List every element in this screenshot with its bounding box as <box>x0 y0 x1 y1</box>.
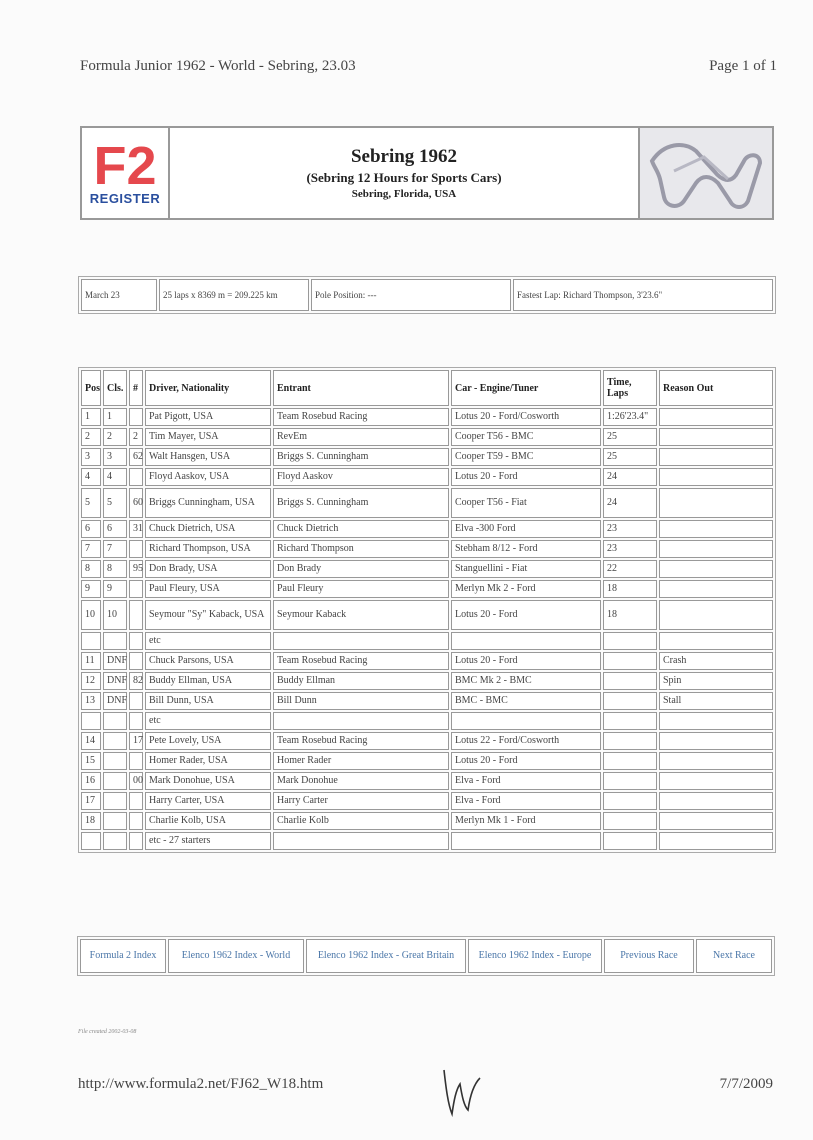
cell-pos: 9 <box>81 580 101 598</box>
cell-class: 7 <box>103 540 127 558</box>
cell-class: DNF <box>103 652 127 670</box>
cell-class <box>103 772 127 790</box>
cell-reason <box>659 792 773 810</box>
cell-time: 24 <box>603 488 657 518</box>
cell-class: 8 <box>103 560 127 578</box>
navigation-links <box>77 936 775 976</box>
cell-pos: 6 <box>81 520 101 538</box>
pole-position: Pole Position: --- <box>311 279 511 311</box>
cell-number <box>129 832 143 850</box>
cell-number: 00 <box>129 772 143 790</box>
cell-car: Elva -300 Ford <box>451 520 601 538</box>
cell-driver: Bill Dunn, USA <box>145 692 271 710</box>
cell-car: Lotus 20 - Ford <box>451 600 601 630</box>
cell-entrant: Briggs S. Cunningham <box>273 448 449 466</box>
table-row <box>81 832 773 850</box>
table-row <box>81 792 773 810</box>
cell-driver: Chuck Parsons, USA <box>145 652 271 670</box>
cell-reason <box>659 812 773 830</box>
race-subtitle: (Sebring 12 Hours for Sports Cars) <box>306 170 502 185</box>
cell-car: Lotus 20 - Ford <box>451 652 601 670</box>
cell-class: 5 <box>103 488 127 518</box>
cell-time: 23 <box>603 540 657 558</box>
cell-entrant: RevEm <box>273 428 449 446</box>
cell-entrant: Charlie Kolb <box>273 812 449 830</box>
cell-class: 3 <box>103 448 127 466</box>
table-row <box>81 448 773 466</box>
logo-f2-text: F2 <box>93 135 157 196</box>
cell-class <box>103 712 127 730</box>
col-number-header: # <box>129 370 143 406</box>
cell-reason <box>659 488 773 518</box>
cell-pos: 3 <box>81 448 101 466</box>
cell-pos: 1 <box>81 408 101 426</box>
cell-time: 1:26'23.4" <box>603 408 657 426</box>
cell-entrant <box>273 832 449 850</box>
cell-pos: 11 <box>81 652 101 670</box>
cell-entrant: Team Rosebud Racing <box>273 408 449 426</box>
cell-time <box>603 712 657 730</box>
col-pos-header: Pos <box>81 370 101 406</box>
footer-print-date: 7/7/2009 <box>719 1076 773 1092</box>
cell-reason <box>659 408 773 426</box>
cell-time: 18 <box>603 580 657 598</box>
cell-entrant: Mark Donohue <box>273 772 449 790</box>
cell-entrant: Floyd Aaskov <box>273 468 449 486</box>
cell-car: Cooper T56 - BMC <box>451 428 601 446</box>
table-row <box>81 520 773 538</box>
table-row <box>81 408 773 426</box>
cell-class: 4 <box>103 468 127 486</box>
cell-time <box>603 832 657 850</box>
cell-number: 82 <box>129 672 143 690</box>
results-body <box>81 408 773 850</box>
nav-next-race-link[interactable]: Next Race <box>696 939 772 973</box>
cell-pos: 15 <box>81 752 101 770</box>
cell-class: 1 <box>103 408 127 426</box>
fastest-lap: Fastest Lap: Richard Thompson, 3'23.6" <box>513 279 773 311</box>
nav-formula2-index-link[interactable]: Formula 2 Index <box>80 939 166 973</box>
cell-entrant: Chuck Dietrich <box>273 520 449 538</box>
cell-car: Lotus 20 - Ford/Cosworth <box>451 408 601 426</box>
cell-pos: 16 <box>81 772 101 790</box>
cell-time: 24 <box>603 468 657 486</box>
race-date: March 23 <box>81 279 157 311</box>
cell-reason <box>659 428 773 446</box>
cell-time: 25 <box>603 428 657 446</box>
cell-car: Lotus 20 - Ford <box>451 752 601 770</box>
cell-number <box>129 540 143 558</box>
cell-reason: Crash <box>659 652 773 670</box>
race-distance: 25 laps x 8369 m = 209.225 km <box>159 279 309 311</box>
cell-class: DNF <box>103 692 127 710</box>
cell-pos: 18 <box>81 812 101 830</box>
cell-class <box>103 832 127 850</box>
cell-car: BMC Mk 2 - BMC <box>451 672 601 690</box>
nav-previous-race-link[interactable]: Previous Race <box>604 939 694 973</box>
banner-title-block <box>170 128 638 218</box>
cell-driver: Mark Donohue, USA <box>145 772 271 790</box>
cell-reason <box>659 580 773 598</box>
file-created-note: File created 2002-03-08 <box>78 1029 137 1035</box>
cell-entrant: Harry Carter <box>273 792 449 810</box>
cell-time: 25 <box>603 448 657 466</box>
table-row <box>81 540 773 558</box>
cell-entrant <box>273 632 449 650</box>
cell-car: Lotus 20 - Ford <box>451 468 601 486</box>
results-table <box>78 367 776 853</box>
logo-register-text: REGISTER <box>89 190 161 206</box>
cell-number <box>129 752 143 770</box>
table-row <box>81 580 773 598</box>
cell-number: 17 <box>129 732 143 750</box>
cell-reason <box>659 772 773 790</box>
cell-time: 23 <box>603 520 657 538</box>
cell-reason <box>659 600 773 630</box>
cell-time <box>603 692 657 710</box>
cell-driver: Briggs Cunningham, USA <box>145 488 271 518</box>
cell-entrant: Bill Dunn <box>273 692 449 710</box>
cell-reason <box>659 540 773 558</box>
cell-time <box>603 732 657 750</box>
cell-number: 62 <box>129 448 143 466</box>
cell-car: Elva - Ford <box>451 792 601 810</box>
cell-driver: etc <box>145 712 271 730</box>
col-reason-header: Reason Out <box>659 370 773 406</box>
nav-elenco-world-link[interactable]: Elenco 1962 Index - World <box>168 939 304 973</box>
results-header-row <box>81 370 773 406</box>
table-row <box>81 428 773 446</box>
print-header-page: Page 1 of 1 <box>709 58 777 74</box>
cell-number: 31 <box>129 520 143 538</box>
cell-pos: 17 <box>81 792 101 810</box>
col-car-header: Car - Engine/Tuner <box>451 370 601 406</box>
cell-driver: Pete Lovely, USA <box>145 732 271 750</box>
cell-class: 6 <box>103 520 127 538</box>
cell-car: Merlyn Mk 2 - Ford <box>451 580 601 598</box>
cell-number <box>129 792 143 810</box>
cell-class: 10 <box>103 600 127 630</box>
cell-time <box>603 772 657 790</box>
cell-driver: Floyd Aaskov, USA <box>145 468 271 486</box>
col-entrant-header: Entrant <box>273 370 449 406</box>
cell-number: 2 <box>129 428 143 446</box>
cell-car <box>451 632 601 650</box>
race-title: Sebring 1962 <box>350 146 458 167</box>
cell-driver: Walt Hansgen, USA <box>145 448 271 466</box>
cell-class <box>103 752 127 770</box>
cell-entrant: Briggs S. Cunningham <box>273 488 449 518</box>
cell-pos: 13 <box>81 692 101 710</box>
cell-reason: Spin <box>659 672 773 690</box>
cell-pos: 12 <box>81 672 101 690</box>
cell-entrant <box>273 712 449 730</box>
f2-register-logo[interactable] <box>82 128 170 218</box>
table-row <box>81 732 773 750</box>
cell-number <box>129 812 143 830</box>
footer-url: http://www.formula2.net/FJ62_W18.htm <box>78 1076 324 1092</box>
cell-class <box>103 732 127 750</box>
cell-time <box>603 812 657 830</box>
cell-time <box>603 792 657 810</box>
table-row <box>81 692 773 710</box>
cell-entrant: Don Brady <box>273 560 449 578</box>
table-row <box>81 600 773 630</box>
cell-reason <box>659 448 773 466</box>
cell-driver: Richard Thompson, USA <box>145 540 271 558</box>
cell-time <box>603 672 657 690</box>
table-row <box>81 560 773 578</box>
cell-class: 2 <box>103 428 127 446</box>
cell-driver: Paul Fleury, USA <box>145 580 271 598</box>
cell-time <box>603 752 657 770</box>
cell-class: 9 <box>103 580 127 598</box>
cell-driver: Homer Rader, USA <box>145 752 271 770</box>
race-location: Sebring, Florida, USA <box>351 188 457 200</box>
race-info-table <box>78 276 776 314</box>
cell-driver: etc <box>145 632 271 650</box>
cell-driver: Charlie Kolb, USA <box>145 812 271 830</box>
cell-driver: Tim Mayer, USA <box>145 428 271 446</box>
cell-reason <box>659 560 773 578</box>
cell-reason <box>659 752 773 770</box>
cell-car: Stanguellini - Fiat <box>451 560 601 578</box>
cell-driver: Harry Carter, USA <box>145 792 271 810</box>
cell-time: 18 <box>603 600 657 630</box>
cell-pos: 2 <box>81 428 101 446</box>
cell-car: Merlyn Mk 1 - Ford <box>451 812 601 830</box>
cell-number <box>129 468 143 486</box>
table-row <box>81 812 773 830</box>
nav-elenco-gb-link[interactable]: Elenco 1962 Index - Great Britain <box>306 939 466 973</box>
cell-reason <box>659 832 773 850</box>
cell-driver: Chuck Dietrich, USA <box>145 520 271 538</box>
cell-reason <box>659 632 773 650</box>
cell-pos: 7 <box>81 540 101 558</box>
col-driver-header: Driver, Nationality <box>145 370 271 406</box>
cell-reason: Stall <box>659 692 773 710</box>
cell-reason <box>659 712 773 730</box>
cell-car <box>451 712 601 730</box>
cell-driver: Pat Pigott, USA <box>145 408 271 426</box>
cell-class: DNF <box>103 672 127 690</box>
cell-pos <box>81 712 101 730</box>
cell-driver: etc - 27 starters <box>145 832 271 850</box>
cell-number <box>129 652 143 670</box>
nav-elenco-europe-link[interactable]: Elenco 1962 Index - Europe <box>468 939 602 973</box>
cell-entrant: Homer Rader <box>273 752 449 770</box>
cell-car: BMC - BMC <box>451 692 601 710</box>
cell-car: Stebham 8/12 - Ford <box>451 540 601 558</box>
cell-reason <box>659 468 773 486</box>
cell-class <box>103 792 127 810</box>
cell-number <box>129 408 143 426</box>
cell-class <box>103 812 127 830</box>
cell-pos: 4 <box>81 468 101 486</box>
cell-pos: 14 <box>81 732 101 750</box>
cell-car: Cooper T56 - Fiat <box>451 488 601 518</box>
cell-number <box>129 632 143 650</box>
cell-number <box>129 712 143 730</box>
cell-number: 95 <box>129 560 143 578</box>
track-map-image <box>638 128 772 218</box>
col-class-header: Cls. <box>103 370 127 406</box>
cell-reason <box>659 732 773 750</box>
cell-driver: Don Brady, USA <box>145 560 271 578</box>
cell-car: Cooper T59 - BMC <box>451 448 601 466</box>
cell-driver: Seymour "Sy" Kaback, USA <box>145 600 271 630</box>
cell-time: 22 <box>603 560 657 578</box>
cell-pos: 8 <box>81 560 101 578</box>
cell-entrant: Buddy Ellman <box>273 672 449 690</box>
table-row <box>81 468 773 486</box>
cell-reason <box>659 520 773 538</box>
cell-number <box>129 580 143 598</box>
cell-pos <box>81 832 101 850</box>
cell-driver: Buddy Ellman, USA <box>145 672 271 690</box>
cell-number <box>129 692 143 710</box>
cell-entrant: Team Rosebud Racing <box>273 732 449 750</box>
cell-number <box>129 600 143 630</box>
cell-class <box>103 632 127 650</box>
cell-entrant: Richard Thompson <box>273 540 449 558</box>
cell-time <box>603 632 657 650</box>
cell-number: 60 <box>129 488 143 518</box>
cell-car <box>451 832 601 850</box>
cell-pos <box>81 632 101 650</box>
cell-car: Elva - Ford <box>451 772 601 790</box>
cell-pos: 5 <box>81 488 101 518</box>
cell-pos: 10 <box>81 600 101 630</box>
cell-car: Lotus 22 - Ford/Cosworth <box>451 732 601 750</box>
handwritten-signature <box>438 1060 488 1120</box>
race-banner <box>80 126 774 220</box>
table-row <box>81 772 773 790</box>
table-row <box>81 488 773 518</box>
col-time-header: Time, Laps <box>603 370 657 406</box>
cell-entrant: Paul Fleury <box>273 580 449 598</box>
table-row <box>81 712 773 730</box>
table-row <box>81 752 773 770</box>
cell-time <box>603 652 657 670</box>
print-header-title: Formula Junior 1962 - World - Sebring, 23.03 <box>80 58 356 74</box>
cell-entrant: Team Rosebud Racing <box>273 652 449 670</box>
table-row <box>81 652 773 670</box>
table-row <box>81 672 773 690</box>
track-map-icon <box>644 131 768 215</box>
table-row <box>81 632 773 650</box>
cell-entrant: Seymour Kaback <box>273 600 449 630</box>
